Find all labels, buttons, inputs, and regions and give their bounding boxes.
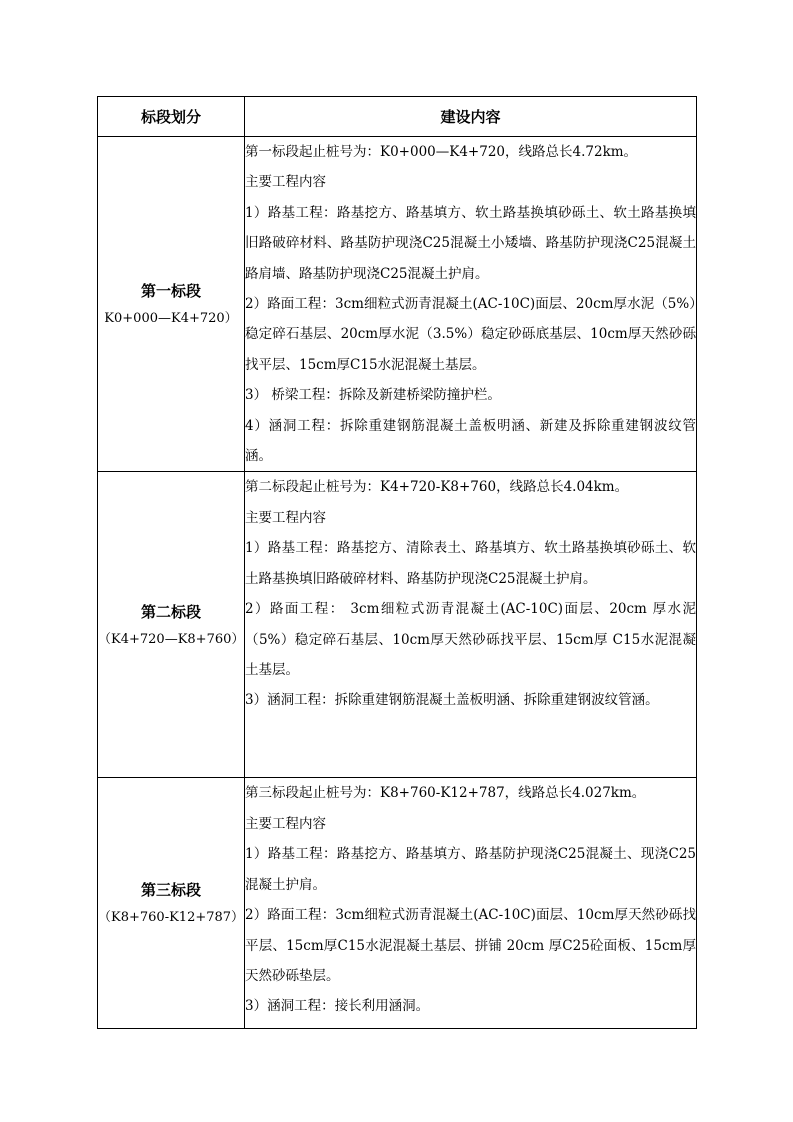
content-line: 1）路基工程：路基挖方、路基填方、软土路基换填砂砾土、软土路基换填旧路破碎材料、路基防护现浇C25混凝土小矮墙、路基防护现浇C25混凝土路肩墙、路基防护现浇C25混凝土护肩。 xyxy=(245,204,696,282)
content-line: 4）涵洞工程：拆除重建钢筋混凝土盖板明涵、新建及拆除重建钢波纹管涵。 xyxy=(245,417,696,465)
section-range: K0+000—K4+720） xyxy=(104,311,238,327)
section-cell xyxy=(98,778,245,1029)
table-row xyxy=(98,778,697,1029)
content-line: 主要工程内容 xyxy=(245,815,326,832)
content-line: 3）涵洞工程：拆除重建钢筋混凝土盖板明涵、拆除重建钢波纹管涵。 xyxy=(245,692,659,709)
content-line: 3） 桥梁工程：拆除及新建桥梁防撞护栏。 xyxy=(245,387,501,404)
content-line: 2）路面工程： 3cm细粒式沥青混凝土(AC-10C)面层、20cm 厚水泥（5%）稳定碎石基层、10cm厚天然砂砾找平层、15cm厚 C15水泥混凝土基层。 xyxy=(245,601,696,678)
table-row xyxy=(98,137,697,472)
content-line: 2）路面工程：3cm细粒式沥青混凝土(AC-10C)面层、20cm厚水泥（5%）稳定碎石基层、20cm厚水泥（3.5%）稳定砂砾底基层、10cm厚天然砂砾找平层、15cm厚C15水泥混凝土基层。 xyxy=(245,296,696,373)
section-cell xyxy=(98,472,245,778)
content-line: 主要工程内容 xyxy=(245,174,326,191)
content-line: 2）路面工程：3cm细粒式沥青混凝土(AC-10C)面层、10cm厚天然砂砾找平层、15cm厚C15水泥混凝土基层、拼铺 20cm 厚C25砼面板、15cm厚天然砂砾垫层。 xyxy=(245,907,696,984)
table-row xyxy=(98,472,697,778)
content-cell xyxy=(245,137,697,472)
section-name: 第三标段 xyxy=(140,881,201,900)
content-line: 1）路基工程：路基挖方、清除表土、路基填方、软土路基换填砂砾土、软土路基换填旧路破碎材料、路基防护现浇C25混凝土护肩。 xyxy=(245,540,696,587)
section-name: 第二标段 xyxy=(140,602,201,621)
content-line: 第二标段起止桩号为：K4+720-K8+760，线路总长4.04km。 xyxy=(245,479,629,496)
construction-sections-table xyxy=(97,96,697,1029)
section-range: （K4+720—K8+760） xyxy=(98,631,245,647)
content-line: 主要工程内容 xyxy=(245,509,326,526)
header-row xyxy=(98,97,697,137)
header-construction-content: 建设内容 xyxy=(245,97,697,137)
content-line: 第三标段起止桩号为：K8+760-K12+787，线路总长4.027km。 xyxy=(245,785,646,802)
content-line: 第一标段起止桩号为：K0+000—K4+720，线路总长4.72km。 xyxy=(245,144,638,160)
header-section-division: 标段划分 xyxy=(98,97,245,137)
section-range: （K8+760-K12+787） xyxy=(98,910,245,926)
content-cell xyxy=(245,472,697,778)
section-cell xyxy=(98,137,245,472)
content-line: 1）路基工程：路基挖方、路基填方、路基防护现浇C25混凝土、现浇C25混凝土护肩。 xyxy=(245,846,696,893)
section-name: 第一标段 xyxy=(140,282,201,301)
content-line: 3）涵洞工程：接长利用涵洞。 xyxy=(245,998,430,1015)
content-cell xyxy=(245,778,697,1029)
